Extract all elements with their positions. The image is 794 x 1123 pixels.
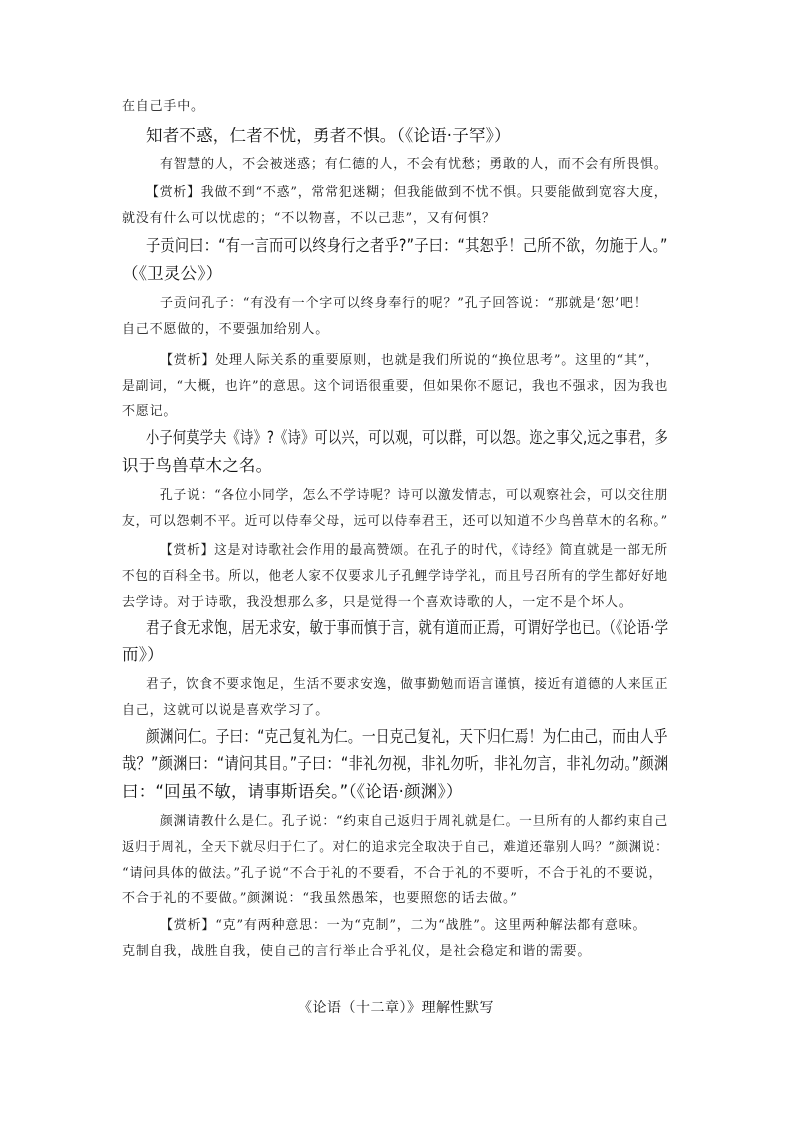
translation-text: 友，可以怨刺不平。近可以侍奉父母，远可以侍奉君王，还可以知道不少鸟兽草木的名称。” bbox=[122, 514, 668, 529]
section-title: 《论语（十二章）》理解性默写 bbox=[298, 1000, 494, 1016]
translation-text: 在自己手中。 bbox=[122, 99, 205, 114]
translation-text: 不合于礼的不要做。”颜渊说：“我虽然愚笨，也要照您的话去做。” bbox=[122, 891, 518, 906]
appreciation-text: 是副词，“大概，也许”的意思。这个词语很重要，但如果你不愿记，我也不强求，因为我也 bbox=[122, 379, 669, 394]
appreciation-text: 克制自我，战胜自我，使自己的言行举止合乎礼仪，是社会稳定和谐的需要。 bbox=[122, 944, 592, 959]
appreciation-text: 不包的百科全书。所以，他老人家不仅要求儿子孔鲤学诗学礼，而且号召所有的学生都好好地 bbox=[122, 569, 668, 584]
analects-quote: 哉？”颜渊曰：“请问其目。”子曰：“非礼勿视，非礼勿听，非礼勿言，非礼勿动。”颜渊 bbox=[122, 754, 669, 773]
translation-text: 自己，这就可以说是喜欢学习了。 bbox=[122, 703, 330, 718]
translation-text: 自己不愿做的，不要强加给别人。 bbox=[122, 322, 330, 337]
analects-quote: 识于鸟兽草木之名。 bbox=[122, 456, 273, 475]
translation-text: 君子，饮食不要求饱足，生活不要求安逸，做事勤勉而语言谨慎，接近有道德的人来匡正 bbox=[146, 677, 669, 692]
appreciation-text: 【赏析】处理人际关系的重要原则，也就是我们所说的“换位思考”。这里的“其”， bbox=[160, 353, 659, 368]
analects-quote: 知者不惑，仁者不忧，勇者不惧。（《论语·子罕》） bbox=[146, 126, 511, 145]
appreciation-text: 去学诗。对于诗歌，我没想那么多，只是觉得一个喜欢诗歌的人，一定不是个坏人。 bbox=[122, 595, 633, 610]
appreciation-text: 【赏析】这是对诗歌社会作用的最高赞颂。在孔子的时代，《诗经》简直就是一部无所 bbox=[160, 543, 668, 558]
analects-quote: （《卫灵公》） bbox=[122, 264, 223, 283]
appreciation-text: 不愿记。 bbox=[122, 404, 178, 419]
analects-quote: 而》） bbox=[122, 645, 164, 664]
analects-quote: 曰：“回虽不敏，请事斯语矣。”（《论语·颜渊》） bbox=[122, 782, 463, 801]
translation-text: 颜渊请教什么是仁。孔子说：“约束自己返归于周礼就是仁。一旦所有的人都约束自己 bbox=[160, 814, 669, 829]
appreciation-text: 【赏析】“克”有两种意思：一为“克制”，二为“战胜”。这里两种解法都有意味。 bbox=[160, 918, 647, 933]
translation-text: 返归于周礼，全天下就尽归于仁了。对仁的追求完全取决于自己，难道还靠别人吗？”颜渊说： bbox=[122, 840, 669, 855]
analects-quote: 子贡问曰：“有一言而可以终身行之者乎?”子曰：“其恕乎！己所不欲，勿施于人。” bbox=[146, 236, 668, 255]
translation-text: “请问具体的做法。”孔子说“不合于礼的不要看，不合于礼的不要听，不合于礼的不要说， bbox=[122, 866, 663, 881]
analects-quote: 君子食无求饱，居无求安，敏于事而慎于言，就有道而正焉，可谓好学也已。（《论语·学 bbox=[146, 618, 669, 637]
appreciation-text: 【赏析】我做不到“不惑”，常常犯迷糊；但我能做到不忧不惧。只要能做到宽容大度， bbox=[146, 185, 668, 200]
translation-text: 子贡问孔子：“有没有一个字可以终身奉行的呢？”孔子回答说：“那就是‘恕’吧！ bbox=[160, 296, 648, 311]
translation-text: 有智慧的人，不会被迷惑；有仁德的人，不会有忧愁；勇敢的人，而不会有所畏惧。 bbox=[160, 157, 668, 172]
analects-quote: 颜渊问仁。子曰：“克己复礼为仁。一日克己复礼，天下归仁焉！为仁由己，而由人乎 bbox=[146, 727, 668, 746]
translation-text: 孔子说：“各位小同学，怎么不学诗呢？诗可以激发情志，可以观察社会，可以交往朋 bbox=[160, 488, 669, 503]
analects-quote: 小子何莫学夫《诗》?《诗》可以兴，可以观，可以群，可以怨。迩之事父,远之事君，多 bbox=[146, 428, 669, 447]
appreciation-text: 就没有什么可以忧虑的；“不以物喜，不以己悲”，又有何惧？ bbox=[122, 211, 496, 226]
